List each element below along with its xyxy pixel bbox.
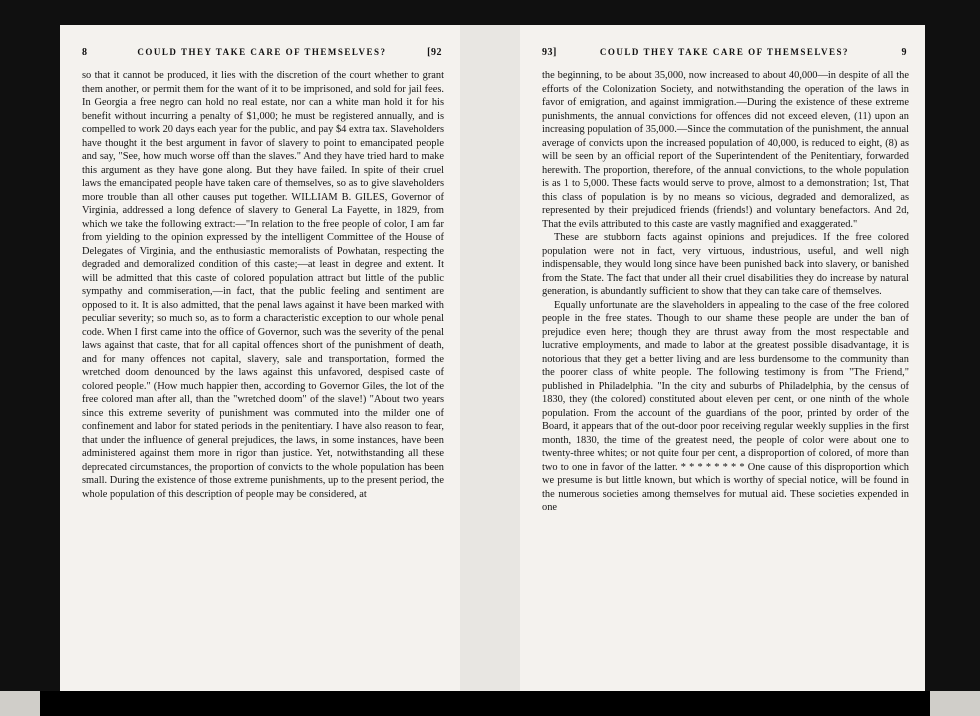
right-running-title: COULD THEY TAKE CARE OF THEMSELVES? <box>599 47 850 57</box>
paragraph: These are stubborn facts against opinions and prejudices. If the free colored population were not in fact, very virtuous, industrious, useful, and well nigh indispensable, they would long since have been punished back into slavery, or banished from the State. The fact that under all their cruel disabilities they do increase by natural generation, is abundantly sufficient to show that they can take care of themselves. <box>542 232 909 297</box>
paragraph: Equally unfortunate are the slaveholders in appealing to the case of the free colored people in the free states. Though to our shame these people are under the ban of prejudice even here; though they are thrust away from the most respectable and lucrative employments, and made to labor at the greatest possible disadvantage, it is notorious that they get a better living and are less burdensome to the community than the poorer class of white people. The following testimony is from "The Friend," published in Philadelphia. "In the city and suburbs of Philadelphia, by the census of 1830, they (the colored) constituted about eleven per cent, or one ninth of the whole population. From the account of the guardians of the poor, printed by order of the Board, it appears that of the out-door poor receiving regular weekly supplies in the first month, 1830, the time of the greatest need, the people of color were about one to twenty-three whites; or not quite four per cent, a disproportion of colored, of more than two to one in favor of the latter. * * * * * * * * One cause of this disproportion which we presume is but little known, but which is worthy of special notice, will be found in the numerous societies among themselves for mutual aid. These societies expended in one <box>542 299 909 513</box>
right-page-number: 9 <box>901 47 907 58</box>
right-text-block <box>542 69 909 515</box>
right-running-head <box>542 47 907 63</box>
right-page <box>520 25 925 691</box>
left-running-title: COULD THEY TAKE CARE OF THEMSELVES? <box>137 47 387 57</box>
bottom-strip-left <box>0 691 40 716</box>
left-page <box>60 25 460 691</box>
left-text-block <box>82 69 444 501</box>
paragraph: so that it cannot be produced, it lies with the discretion of the court whether to grant them another, or permit them for the want of it to be imprisoned, and sold for jail fees. In Georgia a free negro can hold no real estate, nor can a white man hold it for his benefit without incurring a penalty of $1,000; he must be registered annually, and is compelled to work 20 days each year for the public, and pay $4 extra tax. Slaveholders have thought it the best argument in favor of slavery to point to emancipated people and say, "See, how much worse off than the slaves." And they have tried hard to make this argument as they have gone along. But they have failed. In spite of their cruel laws the emancipated people have taken care of themselves, so as to give slaveholders more trouble than all other causes put together. WILLIAM B. GILES, Governor of Virginia, addressed a long defence of slavery to General La Fayette, in 1829, from which we take the following extract:—"In relation to the free people of color, I am far from yielding to the opinion expressed by the intelligent Committee of the House of Delegates of Virginia, and the enthusiastic memoralists of Powhatan, respecting the degraded and demoralized condition of this caste;—at least in degree and extent. It will be admitted that this caste of colored population attract but little of the public sympathy and commiseration,—in fact, that the public feeling and sentiment are opposed to it. It is also admitted, that the penal laws against it have been marked with peculiar severity; so much so, as to form a characteristic exception to our whole penal code. When I first came into the office of Governor, such was the severity of the penal laws against that caste, that for all capital offences short of the punishment of death, and for many offences not capital, slavery, sale and transportation, formed the wretched doom denounced by the laws against this unfavored, despised caste of colored people." (How much happier then, according to Governor Giles, the lot of the free colored man after all, than the "wretched doom" of the slave!) "About two years since this extreme severity of punishment was commuted into the milder one of confinement and labor for stated periods in the penitentiary. I have also reason to fear, that under the influence of general prejudices, the laws, in some instances, have been administered against them more in rigor than justice. Yet, notwithstanding all these deprecated circumstances, the proportion of convicts to the whole population has been small. During the existence of those extreme punishments, up to the present period, the whole population of this description of people may be considered, at <box>82 70 444 500</box>
left-page-number: 8 <box>82 47 88 58</box>
right-bracket-number: 93] <box>542 47 557 58</box>
paragraph: the beginning, to be about 35,000, now increased to about 40,000—in despite of all the efforts of the Colonization Society, and notwithstanding the operation of the laws in favor of emigration, and against immigration.—During the existence of these extreme punishments, the annual convictions for offences did not exceed eleven, (11) upon an increasing population of 35,000.—Since the commutation of the punishment, the annual average of convicts upon the increased population of 40,000, is reduced to eight, (8) as will be seen by an official report of the Superintendent of the Penitentiary, forwarded herewith. The proportion, therefore, of the annual convictions, to the whole population is as 1 to 5,000. These facts would serve to prove, almost to a demonstration; 1st, That this class of population is by no means so vicious, degraded and demoralized, as represented by their prejudiced friends (friends!) and voluntary benefactors. And 2d, That the evils attributed to this caste are vastly magnified and exaggerated." <box>542 70 909 230</box>
left-bracket-number: [92 <box>427 47 442 58</box>
left-running-head <box>82 47 442 63</box>
book-gutter <box>460 25 520 691</box>
bottom-scan-bar <box>40 691 930 716</box>
bottom-strip-right <box>930 691 980 716</box>
